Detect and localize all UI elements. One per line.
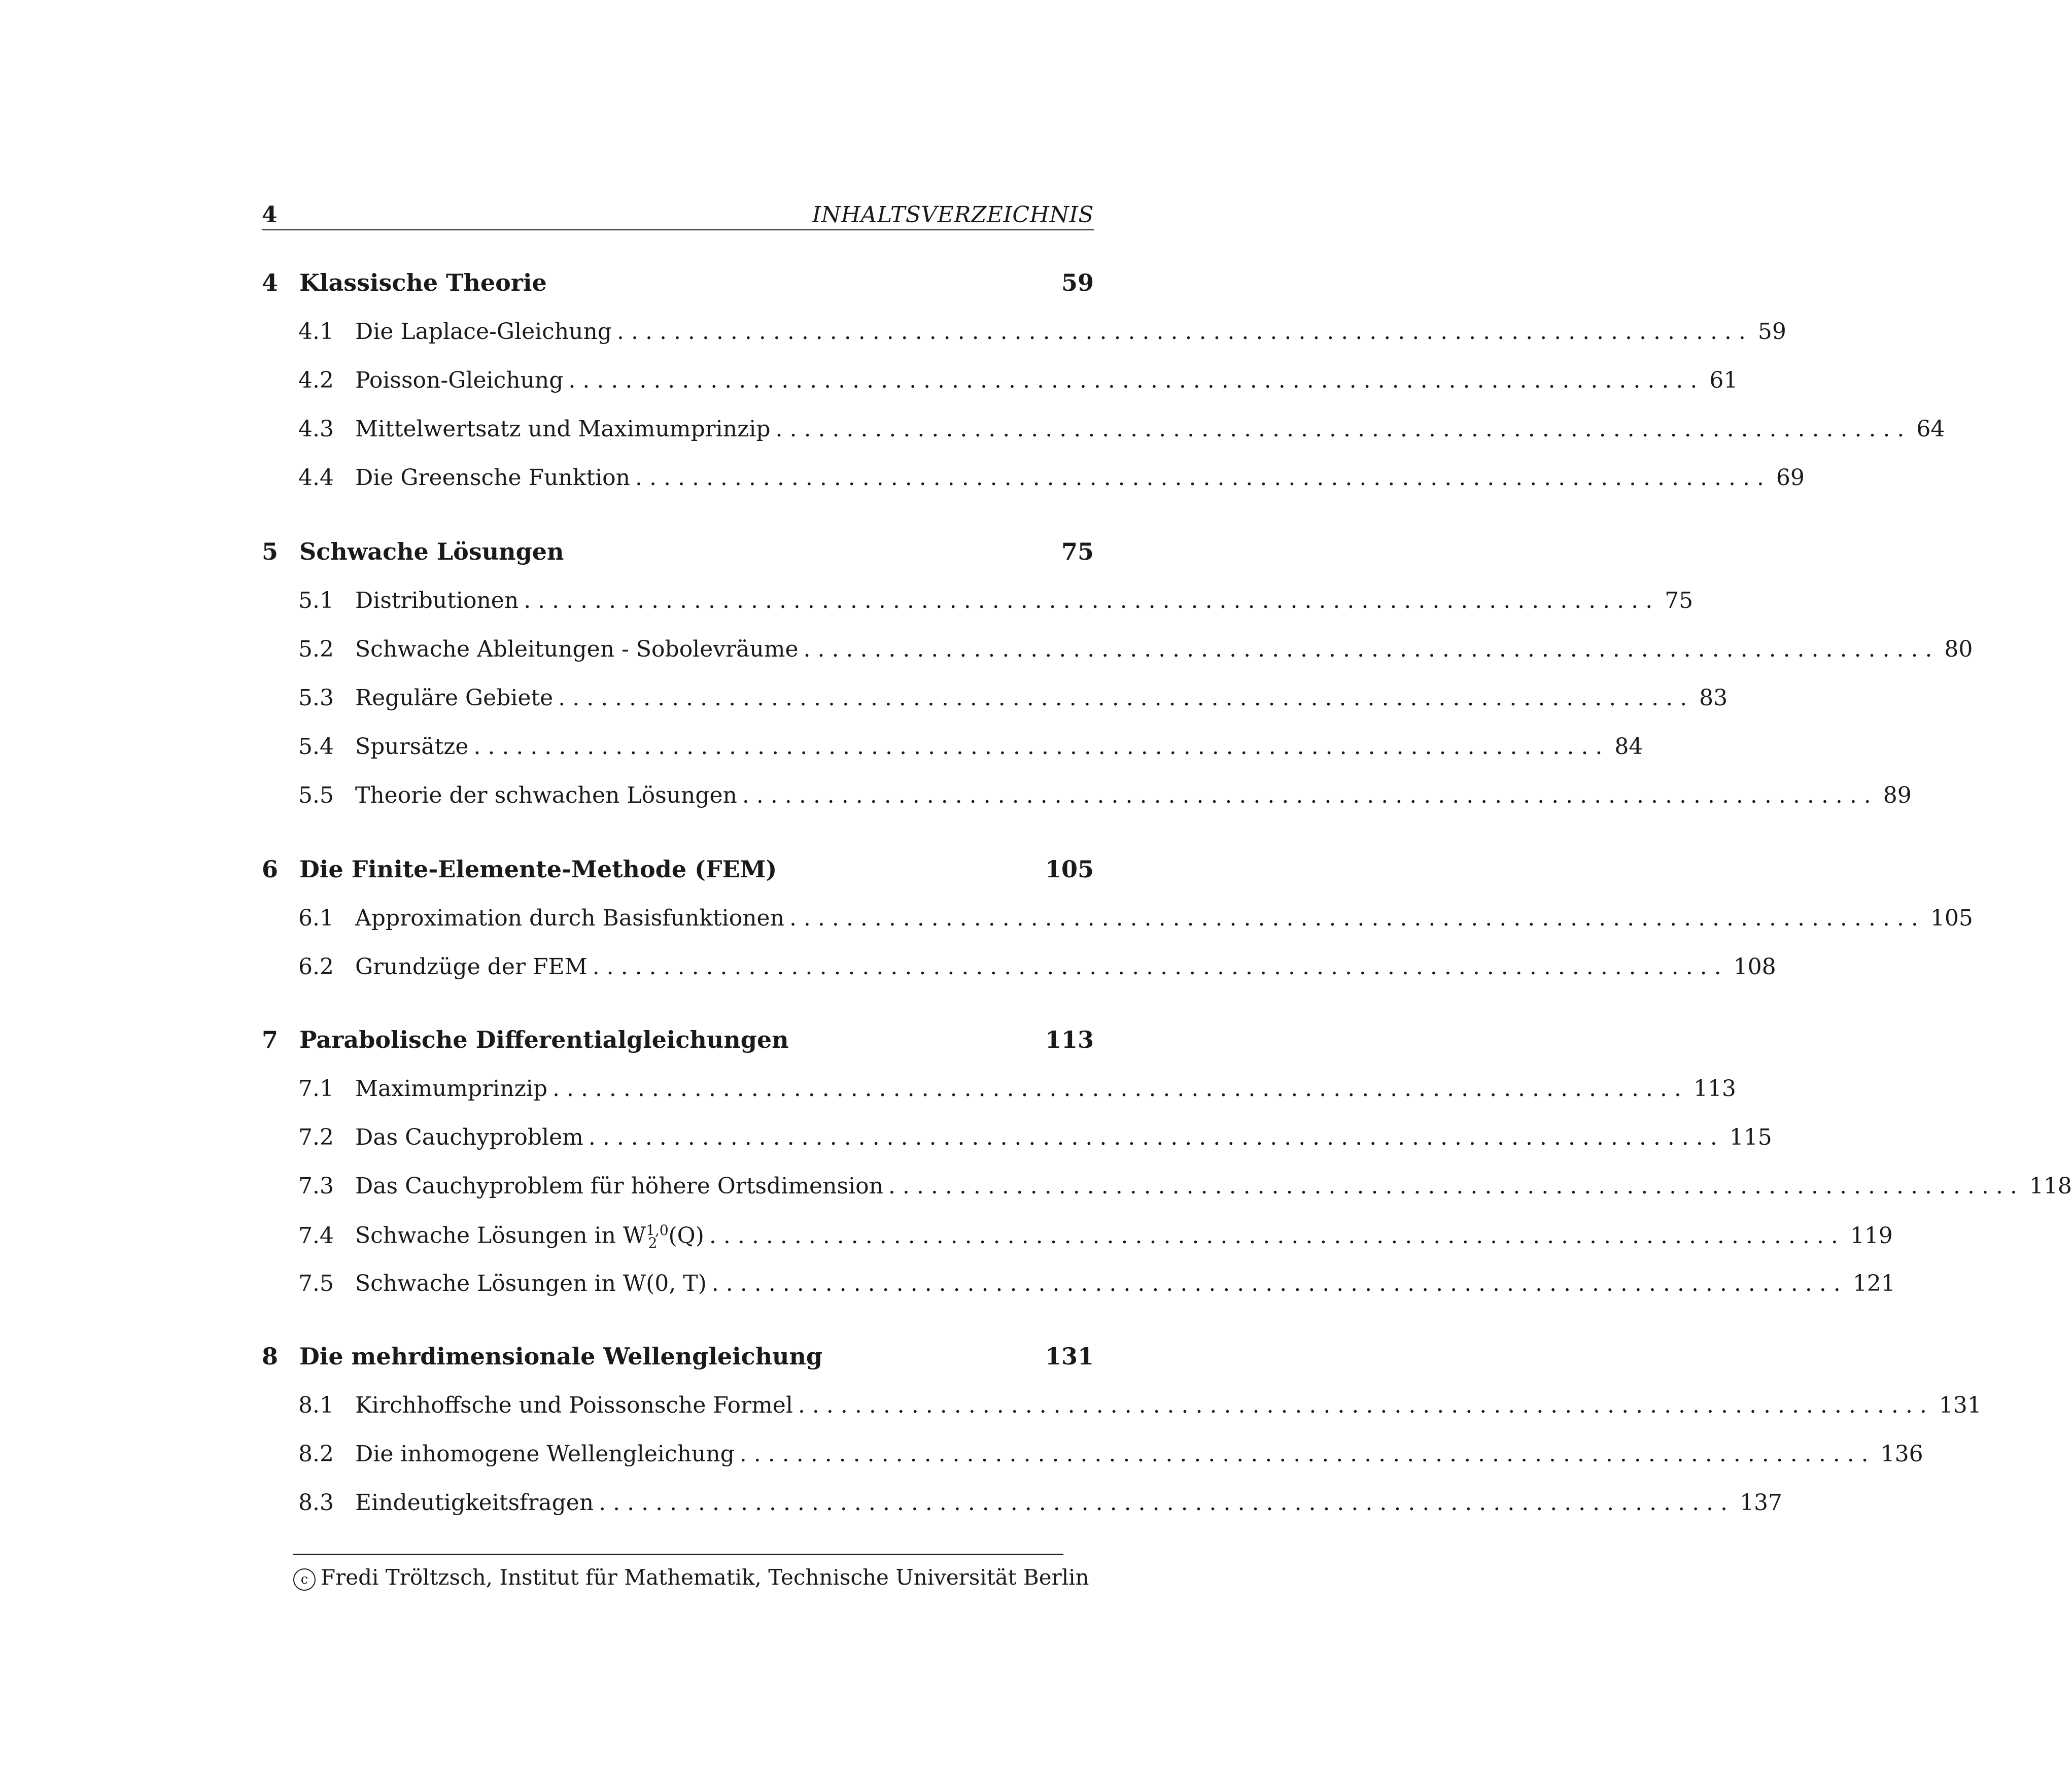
dot-leader: ................................................................................ <box>775 416 1912 442</box>
running-title: INHALTSVERZEICHNIS <box>812 202 1094 228</box>
section-entry-4-4[interactable] <box>298 465 1805 495</box>
section-number: 7.1 <box>298 1076 334 1102</box>
section-title: Grundzüge der FEM <box>355 954 588 980</box>
section-number: 4.3 <box>298 416 334 442</box>
section-title: Maximumprinzip <box>355 1076 547 1102</box>
dot-leader: ................................................................................ <box>709 1222 1845 1249</box>
chapter-entry-6[interactable] <box>262 855 1094 888</box>
section-title: Schwache Lösungen in W(0, T) <box>355 1271 707 1296</box>
chapter-entry-4[interactable] <box>262 269 1094 301</box>
section-title <box>355 1222 704 1251</box>
dot-leader: ................................................................................ <box>588 1124 1724 1150</box>
dot-leader: ................................................................................ <box>524 588 1660 613</box>
math-superscript: 1,0 <box>646 1222 669 1239</box>
section-title: Reguläre Gebiete <box>355 685 554 711</box>
section-page: 84 <box>1614 734 1643 760</box>
dot-leader: ................................................................................ <box>592 954 1729 980</box>
footer-rule <box>293 1554 1063 1555</box>
footer-copyright <box>293 1565 1089 1591</box>
section-page: 119 <box>1850 1222 1893 1249</box>
section-entry-7-2[interactable] <box>298 1124 1772 1155</box>
copyright-icon: c <box>293 1568 316 1591</box>
section-title: Die Greensche Funktion <box>355 465 631 491</box>
section-title: Das Cauchyproblem <box>355 1124 583 1150</box>
section-entry-7-3[interactable] <box>298 1173 2072 1204</box>
section-title: Distributionen <box>355 588 519 613</box>
section-number: 5.4 <box>298 734 334 760</box>
section-number: 4.4 <box>298 465 334 491</box>
dot-leader: ................................................................................ <box>599 1490 1735 1516</box>
dot-leader: ................................................................................ <box>635 465 1771 491</box>
chapter-page: 59 <box>1061 269 1094 296</box>
section-entry-6-1[interactable] <box>298 905 1973 936</box>
section-number: 7.5 <box>298 1271 334 1296</box>
section-page: 115 <box>1729 1124 1772 1150</box>
chapter-title: Parabolische Differentialgleichungen <box>299 1026 789 1053</box>
section-number: 7.2 <box>298 1124 334 1150</box>
section-number: 5.3 <box>298 685 334 711</box>
section-title: Poisson-Gleichung <box>355 367 564 393</box>
section-entry-5-4[interactable] <box>298 734 1643 764</box>
math-subscript: 2 <box>648 1235 658 1252</box>
section-page: 69 <box>1776 465 1805 491</box>
chapter-entry-8[interactable] <box>262 1343 1094 1375</box>
section-number: 8.3 <box>298 1490 334 1516</box>
section-entry-4-1[interactable] <box>298 319 1786 349</box>
dot-leader: ................................................................................ <box>803 636 1940 662</box>
section-page: 118 <box>2029 1173 2072 1199</box>
section-title: Eindeutigkeitsfragen <box>355 1490 594 1516</box>
dot-leader: ................................................................................ <box>558 685 1695 711</box>
chapter-title: Die mehrdimensionale Wellengleichung <box>299 1343 823 1370</box>
section-title: Das Cauchyproblem für höhere Ortsdimension <box>355 1173 883 1199</box>
dot-leader: ................................................................................ <box>711 1271 1848 1296</box>
section-title: Theorie der schwachen Lösungen <box>355 782 737 808</box>
math-tail: (Q) <box>668 1222 704 1249</box>
section-entry-8-1[interactable] <box>298 1392 1982 1423</box>
section-entry-7-1[interactable] <box>298 1076 1736 1106</box>
section-page: 64 <box>1916 416 1945 442</box>
section-page: 83 <box>1699 685 1728 711</box>
section-title: Kirchhoffsche und Poissonsche Formel <box>355 1392 793 1418</box>
section-entry-5-5[interactable] <box>298 782 1912 813</box>
chapter-number: 4 <box>262 269 279 296</box>
section-number: 4.1 <box>298 319 334 345</box>
chapter-title: Klassische Theorie <box>299 269 547 296</box>
section-title: Die Laplace-Gleichung <box>355 319 612 345</box>
dot-leader: ................................................................................ <box>888 1173 2024 1199</box>
section-title: Die inhomogene Wellengleichung <box>355 1441 735 1467</box>
chapter-entry-5[interactable] <box>262 538 1094 570</box>
footer-text: Fredi Tröltzsch, Institut für Mathematik, Technische Universität Berlin <box>321 1565 1089 1590</box>
section-entry-5-2[interactable] <box>298 636 1973 667</box>
section-page: 137 <box>1740 1490 1783 1516</box>
section-entry-5-1[interactable] <box>298 588 1694 618</box>
section-number: 8.2 <box>298 1441 334 1467</box>
dot-leader: ................................................................................ <box>617 319 1753 345</box>
chapter-title: Die Finite-Elemente-Methode (FEM) <box>299 855 777 883</box>
section-number: 5.1 <box>298 588 334 613</box>
section-page: 75 <box>1665 588 1694 613</box>
section-number: 6.2 <box>298 954 334 980</box>
section-page: 108 <box>1733 954 1776 980</box>
dot-leader: ................................................................................ <box>473 734 1610 760</box>
chapter-page: 131 <box>1045 1343 1094 1370</box>
section-number: 8.1 <box>298 1392 334 1418</box>
section-title-text: Schwache Lösungen in W <box>355 1222 646 1249</box>
section-number: 6.1 <box>298 905 334 931</box>
chapter-number: 8 <box>262 1343 279 1370</box>
section-page: 113 <box>1693 1076 1736 1102</box>
section-entry-8-2[interactable] <box>298 1441 1923 1471</box>
chapter-page: 105 <box>1045 855 1094 883</box>
section-title: Schwache Ableitungen - Sobolevräume <box>355 636 799 662</box>
chapter-page: 113 <box>1045 1026 1094 1053</box>
section-number: 7.4 <box>298 1222 334 1249</box>
section-page: 89 <box>1883 782 1912 808</box>
section-entry-8-3[interactable] <box>298 1490 1783 1520</box>
section-page: 121 <box>1852 1271 1895 1296</box>
chapter-number: 7 <box>262 1026 279 1053</box>
section-title: Approximation durch Basisfunktionen <box>355 905 784 931</box>
dot-leader: ................................................................................ <box>552 1076 1688 1102</box>
dot-leader: ................................................................................ <box>742 782 1878 808</box>
chapter-number: 5 <box>262 538 279 565</box>
chapter-page: 75 <box>1061 538 1094 565</box>
section-number: 5.5 <box>298 782 334 808</box>
section-page: 80 <box>1944 636 1973 662</box>
dot-leader: ................................................................................ <box>739 1441 1876 1467</box>
section-entry-7-5[interactable] <box>298 1271 1895 1301</box>
section-title: Mittelwertsatz und Maximumprinzip <box>355 416 771 442</box>
running-head <box>262 202 1094 230</box>
section-page: 131 <box>1939 1392 1982 1418</box>
section-number: 4.2 <box>298 367 334 393</box>
dot-leader: ................................................................................ <box>568 367 1705 393</box>
chapter-title: Schwache Lösungen <box>299 538 564 565</box>
dot-leader: ................................................................................ <box>789 905 1925 931</box>
section-page: 59 <box>1757 319 1786 345</box>
section-entry-7-4[interactable] <box>298 1222 1893 1252</box>
section-title: Spursätze <box>355 734 469 760</box>
section-number: 5.2 <box>298 636 334 662</box>
section-number: 7.3 <box>298 1173 334 1199</box>
section-entry-5-3[interactable] <box>298 685 1728 715</box>
section-page: 136 <box>1880 1441 1923 1467</box>
section-entry-4-3[interactable] <box>298 416 1945 447</box>
section-page: 61 <box>1709 367 1738 393</box>
dot-leader: ................................................................................ <box>798 1392 1934 1418</box>
chapter-entry-7[interactable] <box>262 1026 1094 1058</box>
header-rule <box>262 229 1094 230</box>
section-page: 105 <box>1930 905 1973 931</box>
page-number: 4 <box>262 202 278 228</box>
section-entry-4-2[interactable] <box>298 367 1738 398</box>
chapter-number: 6 <box>262 855 279 883</box>
section-entry-6-2[interactable] <box>298 954 1776 984</box>
